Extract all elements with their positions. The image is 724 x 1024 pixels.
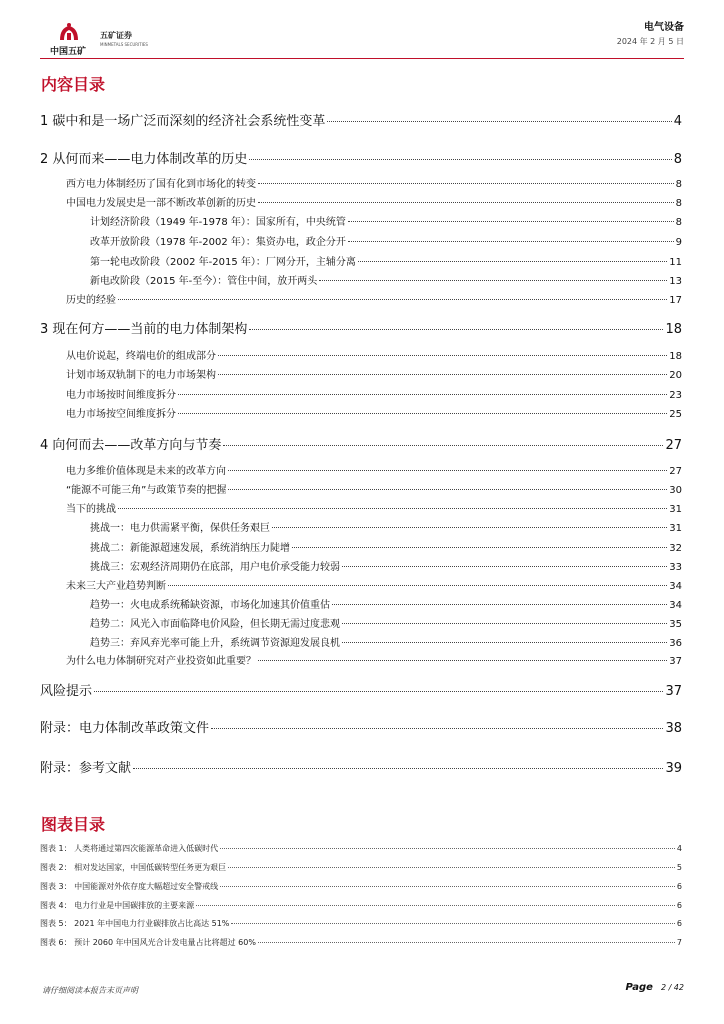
figure-entry-label: 图表 6： 预计 2060 年中国风光合计发电量占比将超过 60% xyxy=(40,938,256,947)
figure-entry-page: 6 xyxy=(676,882,682,891)
dot-leader xyxy=(218,374,667,375)
dot-leader xyxy=(342,623,667,624)
toc-entry[interactable] xyxy=(40,652,682,667)
dot-leader xyxy=(348,221,674,222)
toc-entry[interactable] xyxy=(40,615,682,630)
logo-securities-name: 五矿证券 xyxy=(100,31,132,40)
toc-title: 内容目录 xyxy=(41,75,106,94)
toc-entry-page: 39 xyxy=(665,761,682,776)
dot-leader xyxy=(231,923,675,924)
toc-entry-page: 18 xyxy=(669,351,682,362)
toc-entry[interactable] xyxy=(40,462,682,477)
dot-leader xyxy=(258,660,667,661)
toc-entry-page: 8 xyxy=(675,198,682,209)
toc-entry-label: 电力市场按空间维度拆分 xyxy=(66,409,176,420)
dot-leader xyxy=(332,604,667,605)
dot-leader xyxy=(94,691,663,692)
toc-entry[interactable] xyxy=(40,405,682,420)
figure-entry-page: 7 xyxy=(676,938,682,947)
dot-leader xyxy=(272,527,667,528)
figure-entry-page: 4 xyxy=(676,844,682,853)
dot-leader xyxy=(342,642,667,643)
figure-entry-label: 图表 2： 相对发达国家，中国低碳转型任务更为艰巨 xyxy=(40,863,227,872)
toc-entry-page: 13 xyxy=(669,276,682,287)
figures-title: 图表目录 xyxy=(41,815,106,834)
toc-entry[interactable] xyxy=(40,634,682,649)
toc-entry-page: 31 xyxy=(669,523,682,534)
figure-entry-label: 图表 3： 中国能源对外依存度大幅超过安全警戒线 xyxy=(40,882,219,891)
dot-leader xyxy=(358,261,667,262)
toc-entry[interactable] xyxy=(40,717,682,736)
figure-entry-label: 图表 5： 2021 年中国电力行业碳排放占比高达 51% xyxy=(40,919,230,928)
toc-entry-page: 31 xyxy=(669,504,682,515)
toc-entry-label: “能源不可能三角”与政策节奏的把握 xyxy=(66,485,227,496)
toc-entry-label: 西方电力体制经历了国有化到市场化的转变 xyxy=(66,179,256,190)
dot-leader xyxy=(228,470,667,471)
toc-entry-page: 37 xyxy=(669,656,682,667)
dot-leader xyxy=(211,728,663,729)
toc-entry-label: 当下的挑战 xyxy=(66,504,116,515)
toc-entry-page: 23 xyxy=(669,390,682,401)
dot-leader xyxy=(218,355,667,356)
toc-entry-label: 附录：电力体制改革政策文件 xyxy=(40,721,210,736)
toc-entry-label: 电力多维价值体现是未来的改革方向 xyxy=(66,466,226,477)
dot-leader xyxy=(118,299,667,300)
dot-leader xyxy=(348,241,674,242)
toc-entry-label: 电力市场按时间维度拆分 xyxy=(66,390,176,401)
toc-entry-label: 2 从何而来——电力体制改革的历史 xyxy=(40,152,248,167)
dot-leader xyxy=(292,547,667,548)
toc-entry-page: 20 xyxy=(669,370,682,381)
toc-entry[interactable] xyxy=(40,596,682,611)
toc-entry-page: 36 xyxy=(669,638,682,649)
toc-entry-label: 趋势二：风光入市面临降电价风险，但长期无需过度悲观 xyxy=(90,619,340,630)
figure-entry-label: 图表 1： 人类将通过第四次能源革命进入低碳时代 xyxy=(40,844,219,853)
dot-leader xyxy=(196,905,675,906)
toc-entry-page: 8 xyxy=(675,179,682,190)
dot-leader xyxy=(327,121,671,122)
toc-entry[interactable] xyxy=(40,386,682,401)
figure-entry[interactable] xyxy=(40,918,682,929)
footer-page xyxy=(626,982,684,993)
toc-entry-page: 27 xyxy=(669,466,682,477)
toc-entry[interactable] xyxy=(40,481,682,496)
dot-leader xyxy=(258,202,674,203)
report-date: 2024 年 2 月 5 日 xyxy=(616,37,684,46)
figure-entry[interactable] xyxy=(40,900,682,911)
toc-entry-label: 1 碳中和是一场广泛而深刻的经济社会系统性变革 xyxy=(40,114,326,129)
toc-entry-page: 30 xyxy=(669,485,682,496)
toc-entry-label: 挑战一：电力供需紧平衡，保供任务艰巨 xyxy=(90,523,270,534)
toc-entry-label: 挑战三：宏观经济周期仍在底部，用户电价承受能力较弱 xyxy=(90,562,340,573)
toc-entry-page: 32 xyxy=(669,543,682,554)
toc-entry-page: 27 xyxy=(665,438,682,453)
logo-securities-en: MINMETALS SECURITIES xyxy=(100,42,148,47)
toc-entry-label: 改革开放阶段（1978 年-2002 年）：集资办电，政企分开 xyxy=(90,237,346,248)
toc-entry-label: 计划市场双轨制下的电力市场架构 xyxy=(66,370,216,381)
toc-entry-label: 风险提示 xyxy=(40,684,93,699)
toc-entry-page: 18 xyxy=(665,322,682,337)
toc-entry-label: 挑战二：新能源超速发展，系统消纳压力陡增 xyxy=(90,543,290,554)
toc-entry[interactable] xyxy=(40,434,682,453)
minmetals-emblem-icon xyxy=(58,22,80,42)
dot-leader xyxy=(228,489,667,490)
toc-entry[interactable] xyxy=(40,347,682,362)
toc-entry-page: 37 xyxy=(665,684,682,699)
dot-leader xyxy=(258,942,675,943)
toc-entry-page: 9 xyxy=(675,237,682,248)
toc-entry[interactable] xyxy=(40,233,682,248)
figure-entry[interactable] xyxy=(40,862,682,873)
toc-entry-label: 趋势一：火电成系统稀缺资源，市场化加速其价值重估 xyxy=(90,600,330,611)
dot-leader xyxy=(178,394,667,395)
dot-leader xyxy=(228,867,675,868)
header-divider xyxy=(40,58,684,59)
toc-entry[interactable] xyxy=(40,110,682,129)
toc-entry-label: 附录：参考文献 xyxy=(40,761,132,776)
toc-entry-page: 34 xyxy=(669,600,682,611)
footer-disclaimer: 请仔细阅读本报告末页声明 xyxy=(42,986,138,995)
dot-leader xyxy=(249,159,671,160)
dot-leader xyxy=(342,566,667,567)
dot-leader xyxy=(168,585,667,586)
toc-entry-label: 趋势三：弃风弃光率可能上升，系统调节资源迎发展良机 xyxy=(90,638,340,649)
toc-entry[interactable] xyxy=(40,757,682,776)
dot-leader xyxy=(118,508,667,509)
toc-entry-page: 11 xyxy=(669,257,682,268)
toc-entry[interactable] xyxy=(40,539,682,554)
toc-entry[interactable] xyxy=(40,291,682,306)
toc-entry[interactable] xyxy=(40,318,682,337)
toc-entry[interactable] xyxy=(40,519,682,534)
toc-entry[interactable] xyxy=(40,558,682,573)
figure-entry-page: 6 xyxy=(676,919,682,928)
toc-entry-label: 4 向何而去——改革方向与节奏 xyxy=(40,438,222,453)
toc-entry-label: 为什么电力体制研究对产业投资如此重要？ xyxy=(66,656,256,667)
toc-entry-page: 8 xyxy=(675,217,682,228)
figure-entry-page: 6 xyxy=(676,901,682,910)
toc-entry-page: 8 xyxy=(673,152,682,167)
toc-entry-label: 3 现在何方——当前的电力体制架构 xyxy=(40,322,248,337)
figure-entry-label: 图表 4： 电力行业是中国碳排放的主要来源 xyxy=(40,901,195,910)
page-label: Page xyxy=(625,982,653,993)
company-logo xyxy=(42,22,152,58)
toc-entry-label: 中国电力发展史是一部不断改革创新的历史 xyxy=(66,198,256,209)
toc-entry-page: 33 xyxy=(669,562,682,573)
dot-leader xyxy=(249,329,663,330)
toc-entry-page: 35 xyxy=(669,619,682,630)
toc-entry-label: 计划经济阶段（1949 年-1978 年）：国家所有，中央统管 xyxy=(90,217,346,228)
dot-leader xyxy=(223,445,663,446)
toc-entry[interactable] xyxy=(40,148,682,167)
toc-entry-label: 从电价说起，终端电价的组成部分 xyxy=(66,351,216,362)
toc-entry[interactable] xyxy=(40,175,682,190)
toc-entry[interactable] xyxy=(40,213,682,228)
dot-leader xyxy=(220,886,675,887)
toc-entry-label: 未来三大产业趋势判断 xyxy=(66,581,166,592)
figure-entry[interactable] xyxy=(40,881,682,892)
logo-company-name: 中国五矿 xyxy=(50,47,87,57)
toc-entry[interactable] xyxy=(40,253,682,268)
toc-entry-label: 历史的经验 xyxy=(66,295,116,306)
figure-entry[interactable] xyxy=(40,937,682,948)
toc-entry-page: 38 xyxy=(665,721,682,736)
toc-entry-page: 17 xyxy=(669,295,682,306)
industry-label: 电气设备 xyxy=(644,22,684,33)
toc-entry[interactable] xyxy=(40,577,682,592)
toc-entry-label: 第一轮电改阶段（2002 年-2015 年）：厂网分开，主辅分离 xyxy=(90,257,356,268)
page-number: 2 / 42 xyxy=(660,983,684,992)
dot-leader xyxy=(258,183,674,184)
toc-entry[interactable] xyxy=(40,680,682,699)
toc-entry-page: 4 xyxy=(673,114,682,129)
dot-leader xyxy=(220,848,675,849)
dot-leader xyxy=(133,768,663,769)
toc-entry-page: 34 xyxy=(669,581,682,592)
dot-leader xyxy=(178,413,667,414)
figure-entry[interactable] xyxy=(40,843,682,854)
toc-entry-label: 新电改阶段（2015 年-至今）：管住中间，放开两头 xyxy=(90,276,318,287)
toc-entry[interactable] xyxy=(40,194,682,209)
toc-entry[interactable] xyxy=(40,366,682,381)
toc-entry-page: 25 xyxy=(669,409,682,420)
toc-entry[interactable] xyxy=(40,500,682,515)
dot-leader xyxy=(319,280,667,281)
toc-entry[interactable] xyxy=(40,272,682,287)
figure-entry-page: 5 xyxy=(676,863,682,872)
